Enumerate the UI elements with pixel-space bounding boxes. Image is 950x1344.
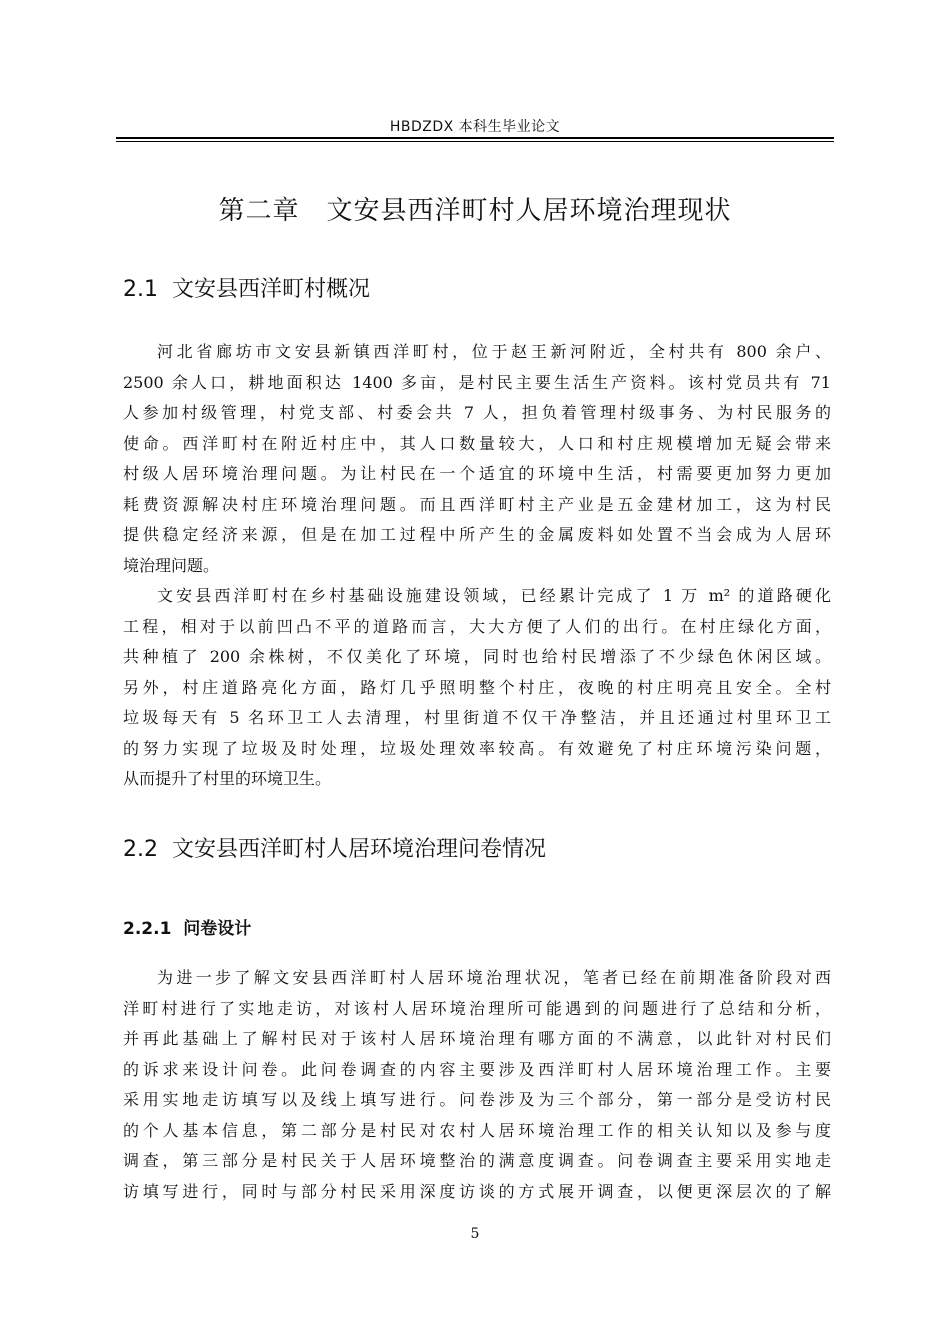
text-line: 调查，第三部分是村民关于人居环境整治的满意度调查。问卷调查主要采用实地走	[123, 1151, 831, 1170]
section-title-2-2: 2.2 文安县西洋町村人居环境治理问卷情况	[123, 837, 546, 862]
text-line: 从而提升了村里的环境卫生。	[123, 769, 332, 788]
text-line: 耗费资源解决村庄环境治理问题。而且西洋町村主产业是五金建材加工，这为村民	[123, 494, 831, 514]
text-line: 使命。西洋町村在附近村庄中，其人口数量较大，人口和村庄规模增加无疑会带来	[123, 433, 831, 453]
text-line: 的诉求来设计问卷。此问卷调查的内容主要涉及西洋町村人居环境治理工作。主要	[123, 1059, 831, 1079]
text-line: 境治理问题。	[123, 555, 220, 575]
subsection-title-2-2-1: 2.2.1 问卷设计	[123, 919, 252, 939]
text-line: 垃圾每天有 5 名环卫工人去清理，村里街道不仅干净整洁，并且还通过村里环卫工	[123, 708, 831, 727]
text-line: 文安县西洋町村在乡村基础设施建设领域，已经累计完成了 1 万 m² 的道路硬化	[157, 586, 831, 605]
running-header: HBDZDX 本科生毕业论文	[389, 119, 561, 135]
text-line: 另外，村庄道路亮化方面，路灯几乎照明整个村庄，夜晚的村庄明亮且安全。全村	[123, 677, 831, 697]
text-line: 采用实地走访填写以及线上填写进行。问卷涉及为三个部分，第一部分是受访村民	[123, 1090, 831, 1109]
paragraph-2-1-b	[123, 581, 831, 795]
text-line: 共种植了 200 余株树，不仅美化了环境，同时也给村民增添了不少绿色休闲区域。	[123, 647, 831, 666]
paragraph-2-2-1-a	[123, 963, 831, 1207]
section-title-2-1: 2.1 文安县西洋町村概况	[123, 277, 370, 302]
chapter-title: 第二章 文安县西洋町村人居环境治理现状	[218, 196, 732, 226]
text-line: 洋町村进行了实地走访，对该村人居环境治理所可能遇到的问题进行了总结和分析，	[123, 998, 831, 1018]
text-line: 河北省廊坊市文安县新镇西洋町村，位于赵王新河附近，全村共有 800 余户、	[157, 342, 831, 361]
text-line: 2500 余人口，耕地面积达 1400 多亩，是村民主要生活生产资料。该村党员共有 71	[123, 372, 831, 392]
text-line: 访填写进行，同时与部分村民采用深度访谈的方式展开调查，以便更深层次的了解	[123, 1181, 831, 1201]
text-line: 人参加村级管理，村党支部、村委会共 7 人，担负着管理村级事务、为村民服务的	[123, 403, 831, 422]
text-line: 为进一步了解文安县西洋町村人居环境治理状况，笔者已经在前期准备阶段对西	[157, 968, 831, 987]
paragraph-2-1-a	[123, 337, 831, 581]
page-number: 5	[470, 1226, 480, 1242]
text-line: 提供稳定经济来源，但是在加工过程中所产生的金属废料如处置不当会成为人居环	[123, 525, 831, 544]
header-rule-thin	[116, 141, 834, 142]
text-line: 工程，相对于以前凹凸不平的道路而言，大大方便了人们的出行。在村庄绿化方面，	[123, 616, 831, 636]
header-rule-thick	[116, 137, 834, 139]
text-line: 的努力实现了垃圾及时处理，垃圾处理效率较高。有效避免了村庄环境污染问题，	[123, 738, 831, 758]
text-line: 并再此基础上了解村民对于该村人居环境治理有哪方面的不满意，以此针对村民们	[123, 1029, 831, 1048]
text-line: 的个人基本信息，第二部分是村民对农村人居环境治理工作的相关认知以及参与度	[123, 1120, 831, 1140]
text-line: 村级人居环境治理问题。为让村民在一个适宜的环境中生活，村需要更加努力更加	[123, 464, 831, 483]
